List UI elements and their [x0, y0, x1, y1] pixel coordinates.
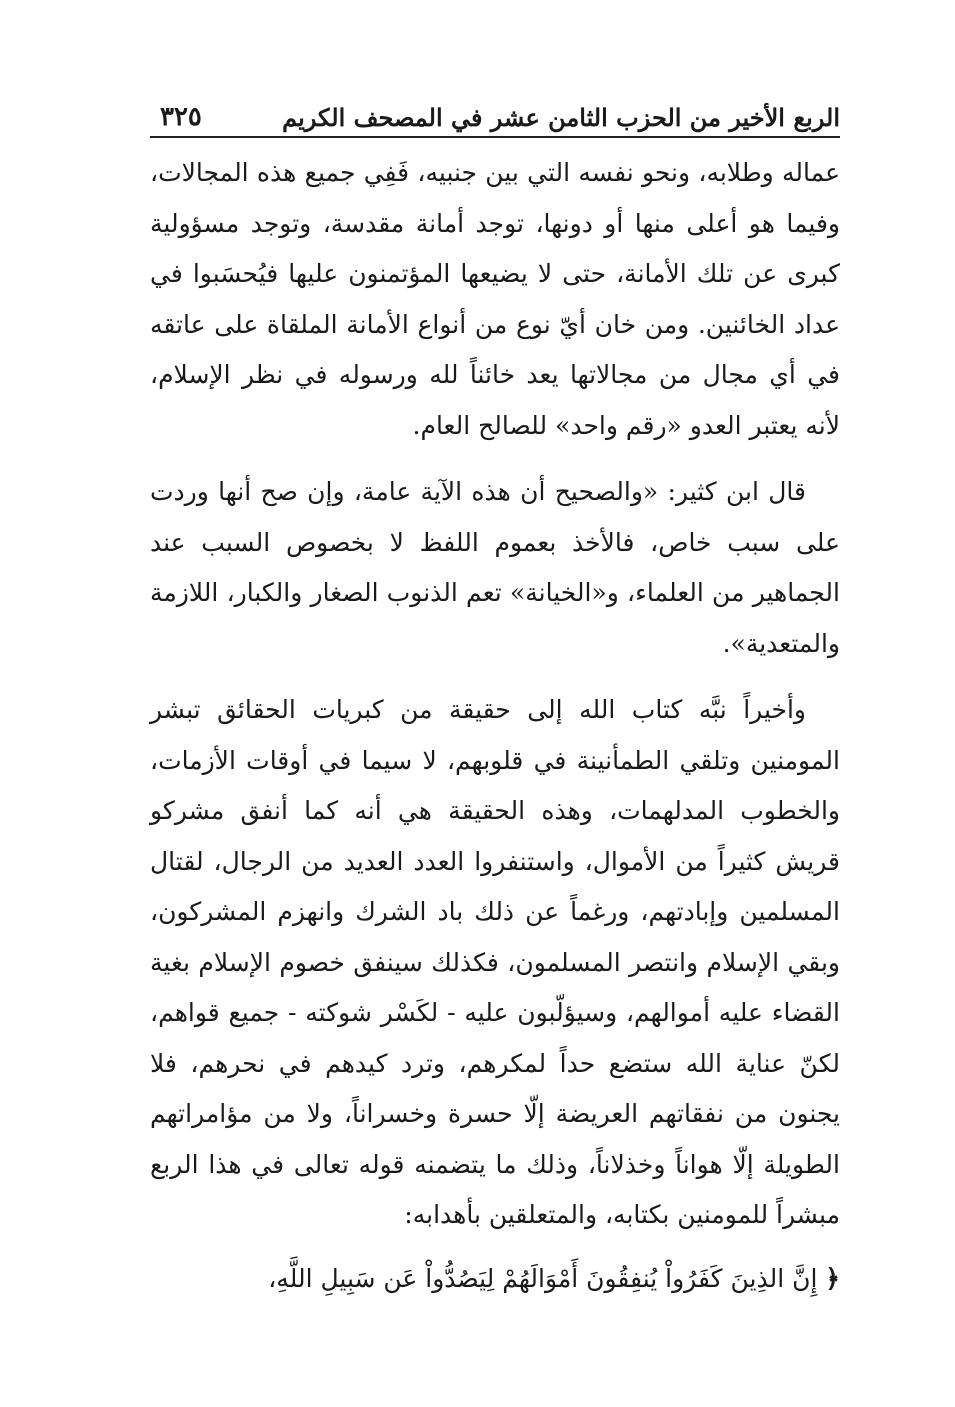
paragraph-1: عماله وطلابه، ونحو نفسه التي بين جنبيه، فَفِي جميع هذه المجالات، وفيما هو أعلى منها أو دونها، توجد أمانة مقدسة، وتوجد مسؤولية كبرى عن تلك الأمانة، حتى لا يضيعها المؤتمنون عليها فيُحسَبوا في عداد الخائنين. ومن خان أيّ نوع من أنواع الأمانة الملقاة على عاتقه في أي مجال من مجالاتها يعد خائناً لله ورسوله في نظر الإسلام، لأنه يعتبر العدو «رقم واحد» للصالح العام.: [150, 158, 840, 440]
book-page: [150, 90, 840, 1320]
paragraph-3: وأخيراً نبَّه كتاب الله إلى حقيقة من كبريات الحقائق تبشر المومنين وتلقي الطمأنينة في قلوبهم، لا سيما في أوقات الأزمات، والخطوب المدلهمات، وهذه الحقيقة هي أنه كما أنفق مشركو قريش كثيراً من الأموال، واستنفروا العدد العديد من الرجال، لقتال المسلمين وإبادتهم، ورغماً عن ذلك باد الشرك وانهزم المشركون، وبقي الإسلام وانتصر المسلمون، فكذلك سينفق خصوم الإسلام بغية القضاء عليه أموالهم، وسيؤلّبون عليه - لكَسْر شوكته - جميع قواهم، لكنّ عناية الله ستضع حداً لمكرهم، وترد كيدهم في نحرهم، فلا يجنون من نفقاتهم العريضة إلّا حسرة وخسراناً، ولا من مؤامراتهم الطويلة إلّا هواناً وخذلاناً، وذلك ما يتضمنه قوله تعالى في هذا الربع مبشراً للمومنين بكتابه، والمتعلقين بأهدابه:: [150, 695, 840, 1229]
paragraph-2: قال ابن كثير: «والصحيح أن هذه الآية عامة، وإن صح أنها وردت على سبب خاص، فالأخذ بعموم اللفظ لا بخصوص السبب عند الجماهير من العلماء، و«الخيانة» تعم الذنوب الصغار والكبار، اللازمة والمتعدية».: [150, 477, 840, 658]
verse-bracket: ﴿: [825, 1263, 840, 1293]
body-text: [150, 148, 840, 1301]
quran-verse: [150, 1257, 840, 1301]
verse-text: إِنَّ الذِينَ كَفَرُواْ يُنفِقُونَ أَمْوَالَهُمْ لِيَصُدُّواْ عَن سَبِيلِ اللَّهِ،: [268, 1263, 818, 1293]
running-header: [150, 90, 840, 138]
header-title: الربع الأخير من الحزب الثامن عشر في المصحف الكريم: [282, 103, 840, 132]
page-number: ٣٢٥: [160, 102, 202, 132]
